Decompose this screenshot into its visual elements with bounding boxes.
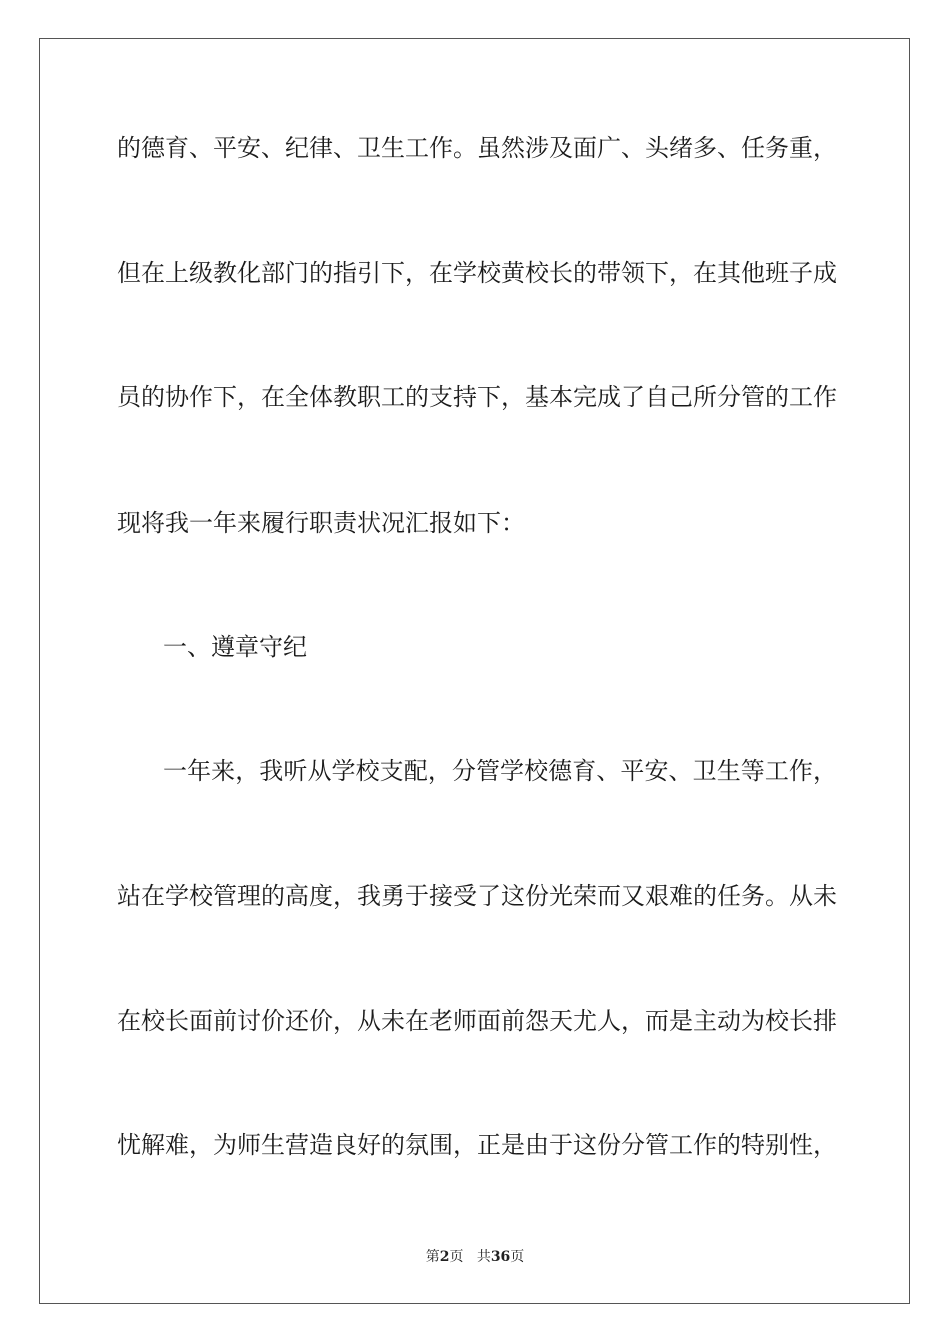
body-text-line: 站在学校管理的高度，我勇于接受了这份光荣而又艰难的任务。从未 bbox=[117, 882, 837, 910]
page-footer bbox=[0, 1248, 950, 1266]
page-prefix: 第 bbox=[425, 1249, 440, 1265]
body-text-line: 的德育、平安、纪律、卫生工作。虽然涉及面广、头绪多、任务重， bbox=[117, 134, 837, 162]
total-suffix: 页 bbox=[510, 1249, 525, 1265]
body-text-line: 一年来，我听从学校支配，分管学校德育、平安、卫生等工作， bbox=[163, 757, 837, 785]
page-border bbox=[39, 38, 910, 1304]
body-text-line: 忧解难，为师生营造良好的氛围，正是由于这份分管工作的特别性， bbox=[117, 1131, 837, 1159]
page-suffix: 页 bbox=[449, 1249, 464, 1265]
body-text-line: 现将我一年来履行职责状况汇报如下： bbox=[117, 509, 525, 537]
body-text-line: 在校长面前讨价还价，从未在老师面前怨天尤人，而是主动为校长排 bbox=[117, 1007, 837, 1035]
section-heading: 一、遵章守纪 bbox=[163, 633, 307, 661]
total-pages: 36 bbox=[490, 1249, 511, 1265]
page-number: 2 bbox=[439, 1249, 450, 1265]
body-text-line: 但在上级教化部门的指引下，在学校黄校长的带领下，在其他班子成 bbox=[117, 259, 837, 287]
total-prefix: 共 bbox=[476, 1249, 491, 1265]
body-text-line: 员的协作下，在全体教职工的支持下，基本完成了自己所分管的工作 bbox=[117, 383, 837, 411]
